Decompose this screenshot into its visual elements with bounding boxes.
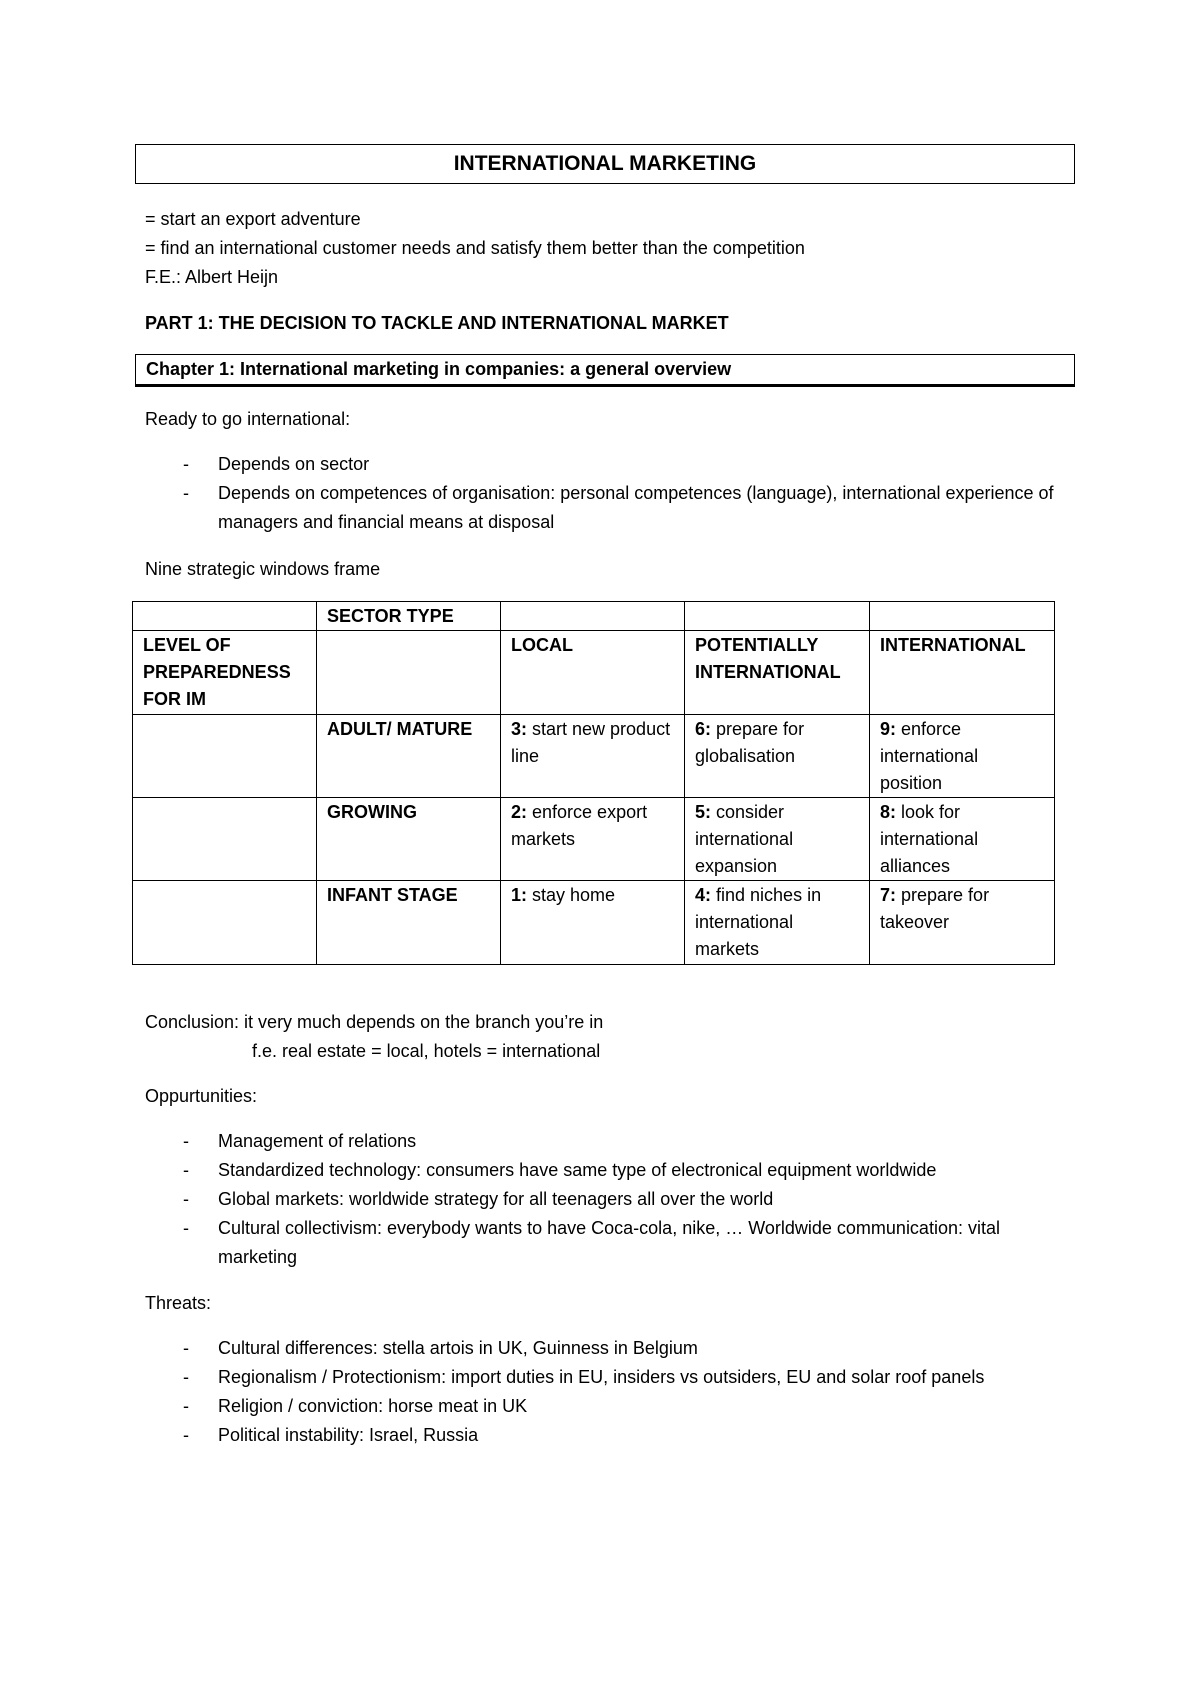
intro-line: = find an international customer needs and satisfy them better than the competition xyxy=(145,238,805,258)
table-cell xyxy=(501,715,685,798)
table-cell xyxy=(870,602,1055,631)
intro-block xyxy=(145,205,1075,292)
intro-line: F.E.: Albert Heijn xyxy=(145,267,279,287)
conclusion-example: f.e. real estate = local, hotels = international xyxy=(252,1041,601,1061)
table-cell: GROWING xyxy=(317,798,501,881)
list-item: - Cultural collectivism: everybody wants to have Coca-cola, nike, … Worldwide communication: vital marketing xyxy=(145,1214,1075,1272)
list-item: - Depends on sector xyxy=(145,450,1075,479)
list-item: - Religion / conviction: horse meat in UK xyxy=(145,1392,1075,1421)
cell-text: look for international alliances xyxy=(880,802,979,876)
cell-text: stay home xyxy=(527,885,616,905)
table-cell: INTERNATIONAL xyxy=(870,631,1055,715)
table-cell xyxy=(317,631,501,715)
table-row xyxy=(133,631,1055,715)
table-cell xyxy=(870,881,1055,965)
chapter-heading: Chapter 1: International marketing in companies: a general overview xyxy=(135,354,1075,387)
cell-number: 8: xyxy=(880,802,897,822)
part-heading: PART 1: THE DECISION TO TACKLE AND INTERNATIONAL MARKET xyxy=(145,313,729,333)
table-cell xyxy=(133,881,317,965)
cell-number: 3: xyxy=(511,719,528,739)
table-cell: INFANT STAGE xyxy=(317,881,501,965)
cell-text: start new product line xyxy=(511,719,671,766)
ready-list xyxy=(145,450,1075,537)
page-title: INTERNATIONAL MARKETING xyxy=(135,144,1075,184)
table-cell xyxy=(685,715,870,798)
list-item: - Regionalism / Protectionism: import duties in EU, insiders vs outsiders, EU and solar roof panels xyxy=(145,1363,1075,1392)
list-item: - Standardized technology: consumers have same type of electronical equipment worldwide xyxy=(145,1156,1075,1185)
cell-text: prepare for globalisation xyxy=(695,719,805,766)
cell-text: prepare for takeover xyxy=(880,885,990,932)
table-cell xyxy=(501,602,685,631)
list-item: - Political instability: Israel, Russia xyxy=(145,1421,1075,1450)
threats-label: Threats: xyxy=(145,1293,212,1313)
cell-number: 9: xyxy=(880,719,897,739)
opportunities-label: Oppurtunities: xyxy=(145,1086,258,1106)
table-cell: ADULT/ MATURE xyxy=(317,715,501,798)
cell-text: consider international expansion xyxy=(695,802,794,876)
table-cell xyxy=(501,881,685,965)
table-cell xyxy=(133,715,317,798)
intro-line: = start an export adventure xyxy=(145,209,361,229)
table-cell xyxy=(133,602,317,631)
table-cell xyxy=(133,798,317,881)
cell-number: 2: xyxy=(511,802,528,822)
table-cell xyxy=(501,798,685,881)
cell-text: enforce export markets xyxy=(511,802,648,849)
table-cell: SECTOR TYPE xyxy=(317,602,501,631)
strategic-windows-table xyxy=(132,601,1055,965)
table-cell: POTENTIALLY INTERNATIONAL xyxy=(685,631,870,715)
table-row xyxy=(133,715,1055,798)
cell-number: 5: xyxy=(695,802,712,822)
threats-list xyxy=(145,1334,1075,1450)
cell-text: enforce international position xyxy=(880,719,979,793)
table-row xyxy=(133,602,1055,631)
conclusion-text: Conclusion: it very much depends on the branch you’re in xyxy=(145,1012,604,1032)
cell-number: 4: xyxy=(695,885,712,905)
table-cell: LEVEL OF PREPAREDNESS FOR IM xyxy=(133,631,317,715)
table-row xyxy=(133,881,1055,965)
cell-number: 6: xyxy=(695,719,712,739)
opportunities-list xyxy=(145,1127,1075,1272)
table-cell xyxy=(870,798,1055,881)
frame-label: Nine strategic windows frame xyxy=(145,559,381,579)
cell-number: 7: xyxy=(880,885,897,905)
list-item: - Management of relations xyxy=(145,1127,1075,1156)
list-item: - Global markets: worldwide strategy for all teenagers all over the world xyxy=(145,1185,1075,1214)
ready-label: Ready to go international: xyxy=(145,409,351,429)
cell-text: find niches in international markets xyxy=(695,885,822,959)
table-cell xyxy=(870,715,1055,798)
cell-number: 1: xyxy=(511,885,528,905)
list-item: - Depends on competences of organisation: personal competences (language), international experience of managers and financial means at disposal xyxy=(145,479,1075,537)
table-row xyxy=(133,798,1055,881)
table-cell: LOCAL xyxy=(501,631,685,715)
table-cell xyxy=(685,881,870,965)
table-cell xyxy=(685,602,870,631)
table-cell xyxy=(685,798,870,881)
list-item: - Cultural differences: stella artois in UK, Guinness in Belgium xyxy=(145,1334,1075,1363)
